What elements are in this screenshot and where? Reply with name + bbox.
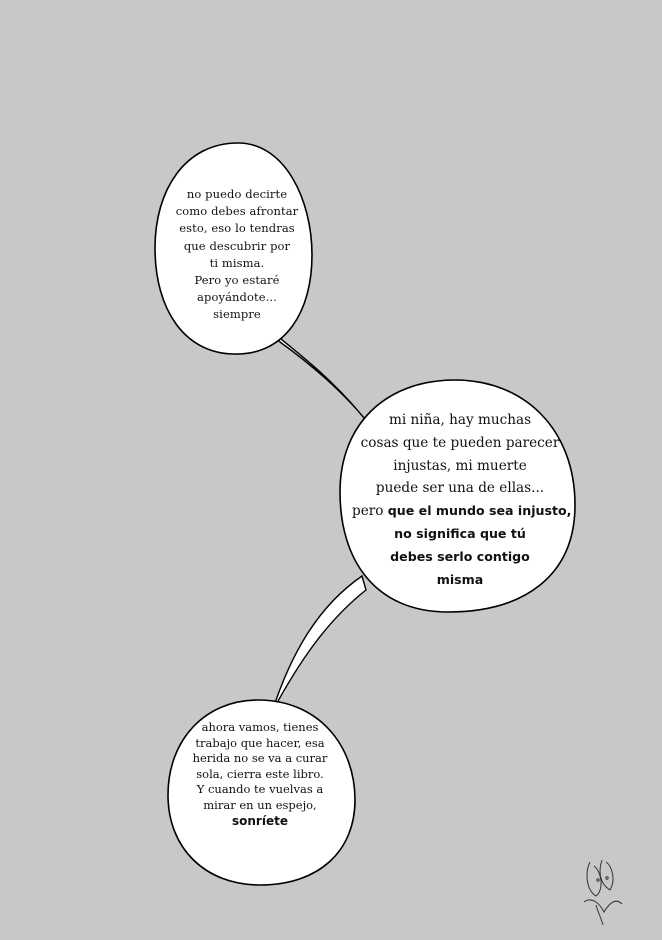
- connector-tail-bottom: [272, 576, 366, 712]
- speech-text-bottom: [172, 720, 348, 829]
- emphasis-text: no significa que tú: [394, 525, 526, 541]
- text-line: no puedo decirte: [186, 187, 288, 201]
- text-line-mixed: [352, 500, 572, 523]
- text-line: Pero yo estaré: [194, 273, 280, 288]
- text-line: cosas que te pueden parecer: [360, 434, 560, 451]
- text-line: como debes afrontar: [175, 204, 299, 219]
- emphasis-text: que el mundo sea injusto,: [387, 503, 572, 519]
- emphasis-text: misma: [436, 571, 484, 587]
- text-prefix: pero: [352, 503, 388, 520]
- speech-text-top: [163, 186, 311, 324]
- artist-signature: [584, 860, 622, 925]
- text-line: Y cuando te vuelvas a: [196, 782, 324, 797]
- text-line: puede ser una de ellas...: [375, 480, 545, 497]
- text-line: sola, cierra este libro.: [196, 766, 324, 781]
- text-line: injustas, mi muerte: [393, 457, 527, 474]
- text-line: ahora vamos, tienes: [201, 720, 319, 734]
- text-line: ti misma.: [209, 255, 265, 270]
- text-line: esto, eso lo tendras: [179, 221, 295, 236]
- text-line: mirar en un espejo,: [203, 797, 317, 812]
- text-line: que descubrir por: [183, 238, 291, 253]
- text-line: trabajo que hacer, esa: [195, 735, 325, 750]
- text-line: siempre: [213, 307, 261, 322]
- text-line: herida no se va a curar: [192, 751, 328, 766]
- emphasis-text: debes serlo contigo: [390, 548, 530, 564]
- text-line: mi niña, hay muchas: [388, 412, 532, 428]
- text-line: apoyándote...: [197, 290, 277, 305]
- speech-text-middle: [352, 409, 572, 591]
- emphasis-text: sonríete: [232, 813, 288, 828]
